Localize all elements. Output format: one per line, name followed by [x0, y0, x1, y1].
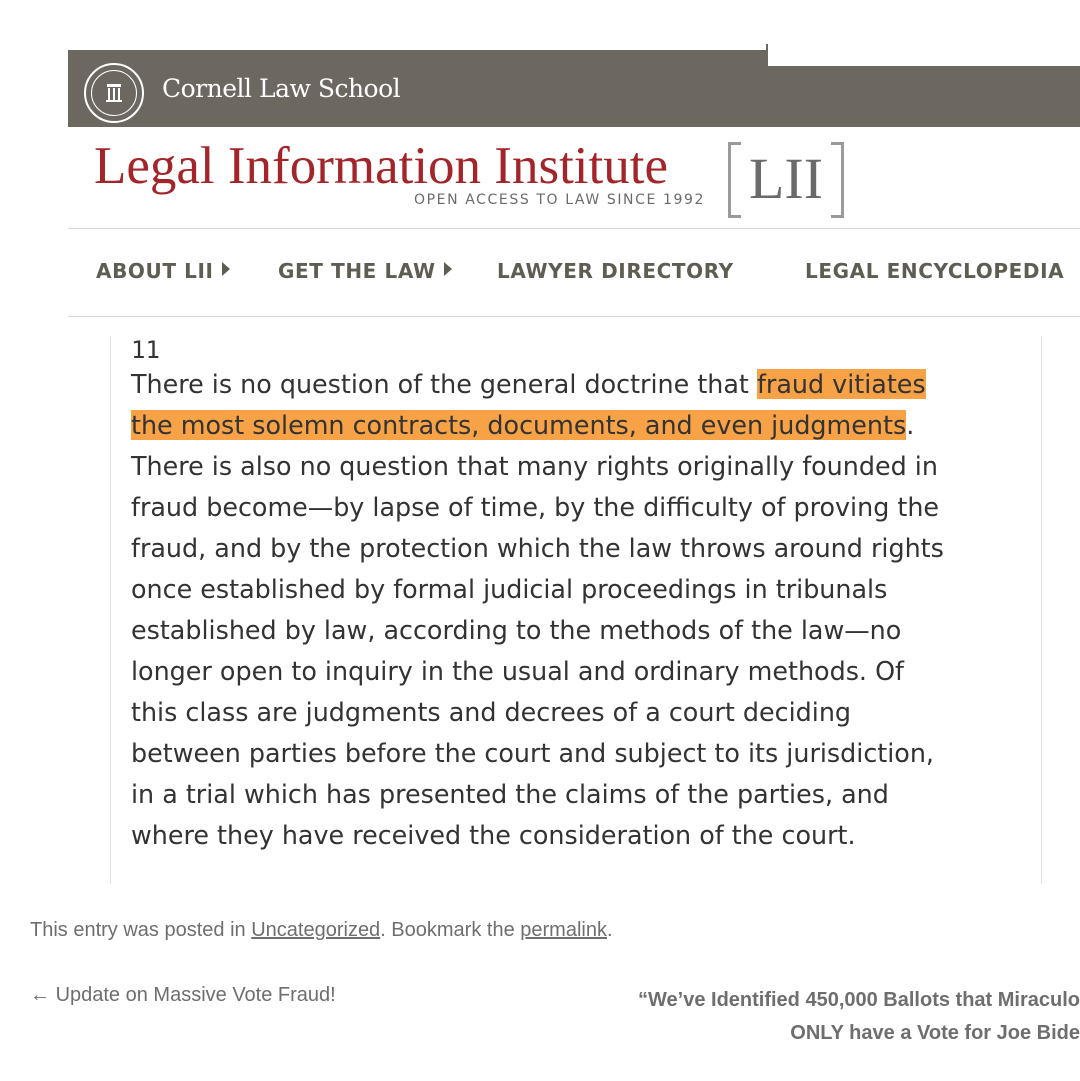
opinion-excerpt — [110, 336, 1042, 884]
category-link[interactable]: Uncategorized — [251, 919, 381, 941]
header-notch — [766, 44, 1080, 68]
nav-item-about-lii[interactable]: ABOUT LII — [96, 259, 230, 283]
text-line: once established by formal judicial proceedings in tribunals — [131, 574, 888, 604]
text-line: where they have received the consideration of the court. — [131, 820, 856, 850]
site-tagline: OPEN ACCESS TO LAW SINCE 1992 — [414, 192, 706, 208]
text-line: There is no question of the general doctrine that fraud vitiates — [131, 369, 926, 399]
lii-logo[interactable] — [728, 142, 844, 218]
text-line: in a trial which has presented the claims of the parties, and — [131, 779, 889, 809]
header-divider — [68, 228, 1080, 229]
text-line: this class are judgments and decrees of a court deciding — [131, 697, 852, 727]
text-line: between parties before the court and subject to its jurisdiction, — [131, 738, 935, 768]
cornell-seal-icon — [84, 63, 144, 123]
highlighted-text: fraud vitiates — [756, 369, 926, 399]
text-line: fraud, and by the protection which the law throws around rights — [131, 533, 944, 563]
permalink-link[interactable]: permalink — [520, 919, 607, 941]
text-line: longer open to inquiry in the usual and ordinary methods. Of — [131, 656, 905, 686]
highlighted-text: the most solemn contracts, documents, and even judgments — [131, 410, 907, 440]
nav-item-get-the-law[interactable]: GET THE LAW — [278, 259, 452, 283]
lii-screenshot — [68, 44, 1080, 884]
text-line: the most solemn contracts, documents, and even judgments. — [131, 410, 915, 440]
next-post-title-line: “We’ve Identified 450,000 Ballots that Miraculo — [638, 989, 1080, 1011]
nav-divider — [68, 316, 1080, 317]
next-post-link[interactable] — [560, 984, 1080, 1064]
previous-post-link[interactable]: ← Update on Massive Vote Fraud! — [30, 984, 336, 1006]
caret-right-icon — [222, 262, 230, 276]
text-line: fraud become—by lapse of time, by the difficulty of proving the — [131, 492, 940, 522]
text-line: established by law, according to the methods of the law—no — [131, 615, 902, 645]
entry-meta: This entry was posted in Uncategorized. Bookmark the permalink. — [30, 919, 613, 941]
text-line: There is also no question that many rights originally founded in — [131, 451, 938, 481]
arrow-left-icon: ← — [30, 984, 50, 1006]
caret-right-icon — [444, 262, 452, 276]
cornell-school-name[interactable]: Cornell Law School — [162, 74, 401, 103]
site-title[interactable]: Legal Information Institute — [94, 137, 668, 195]
paragraph-number: 11 — [131, 336, 160, 364]
lii-logo-text: LII — [748, 146, 824, 211]
paragraph-text — [131, 364, 944, 856]
next-post-title-line: ONLY have a Vote for Joe Bide — [790, 1022, 1080, 1044]
nav-item-legal-encyclopedia[interactable]: LEGAL ENCYCLOPEDIA — [805, 259, 1065, 283]
nav-item-lawyer-directory[interactable]: LAWYER DIRECTORY — [497, 259, 734, 283]
